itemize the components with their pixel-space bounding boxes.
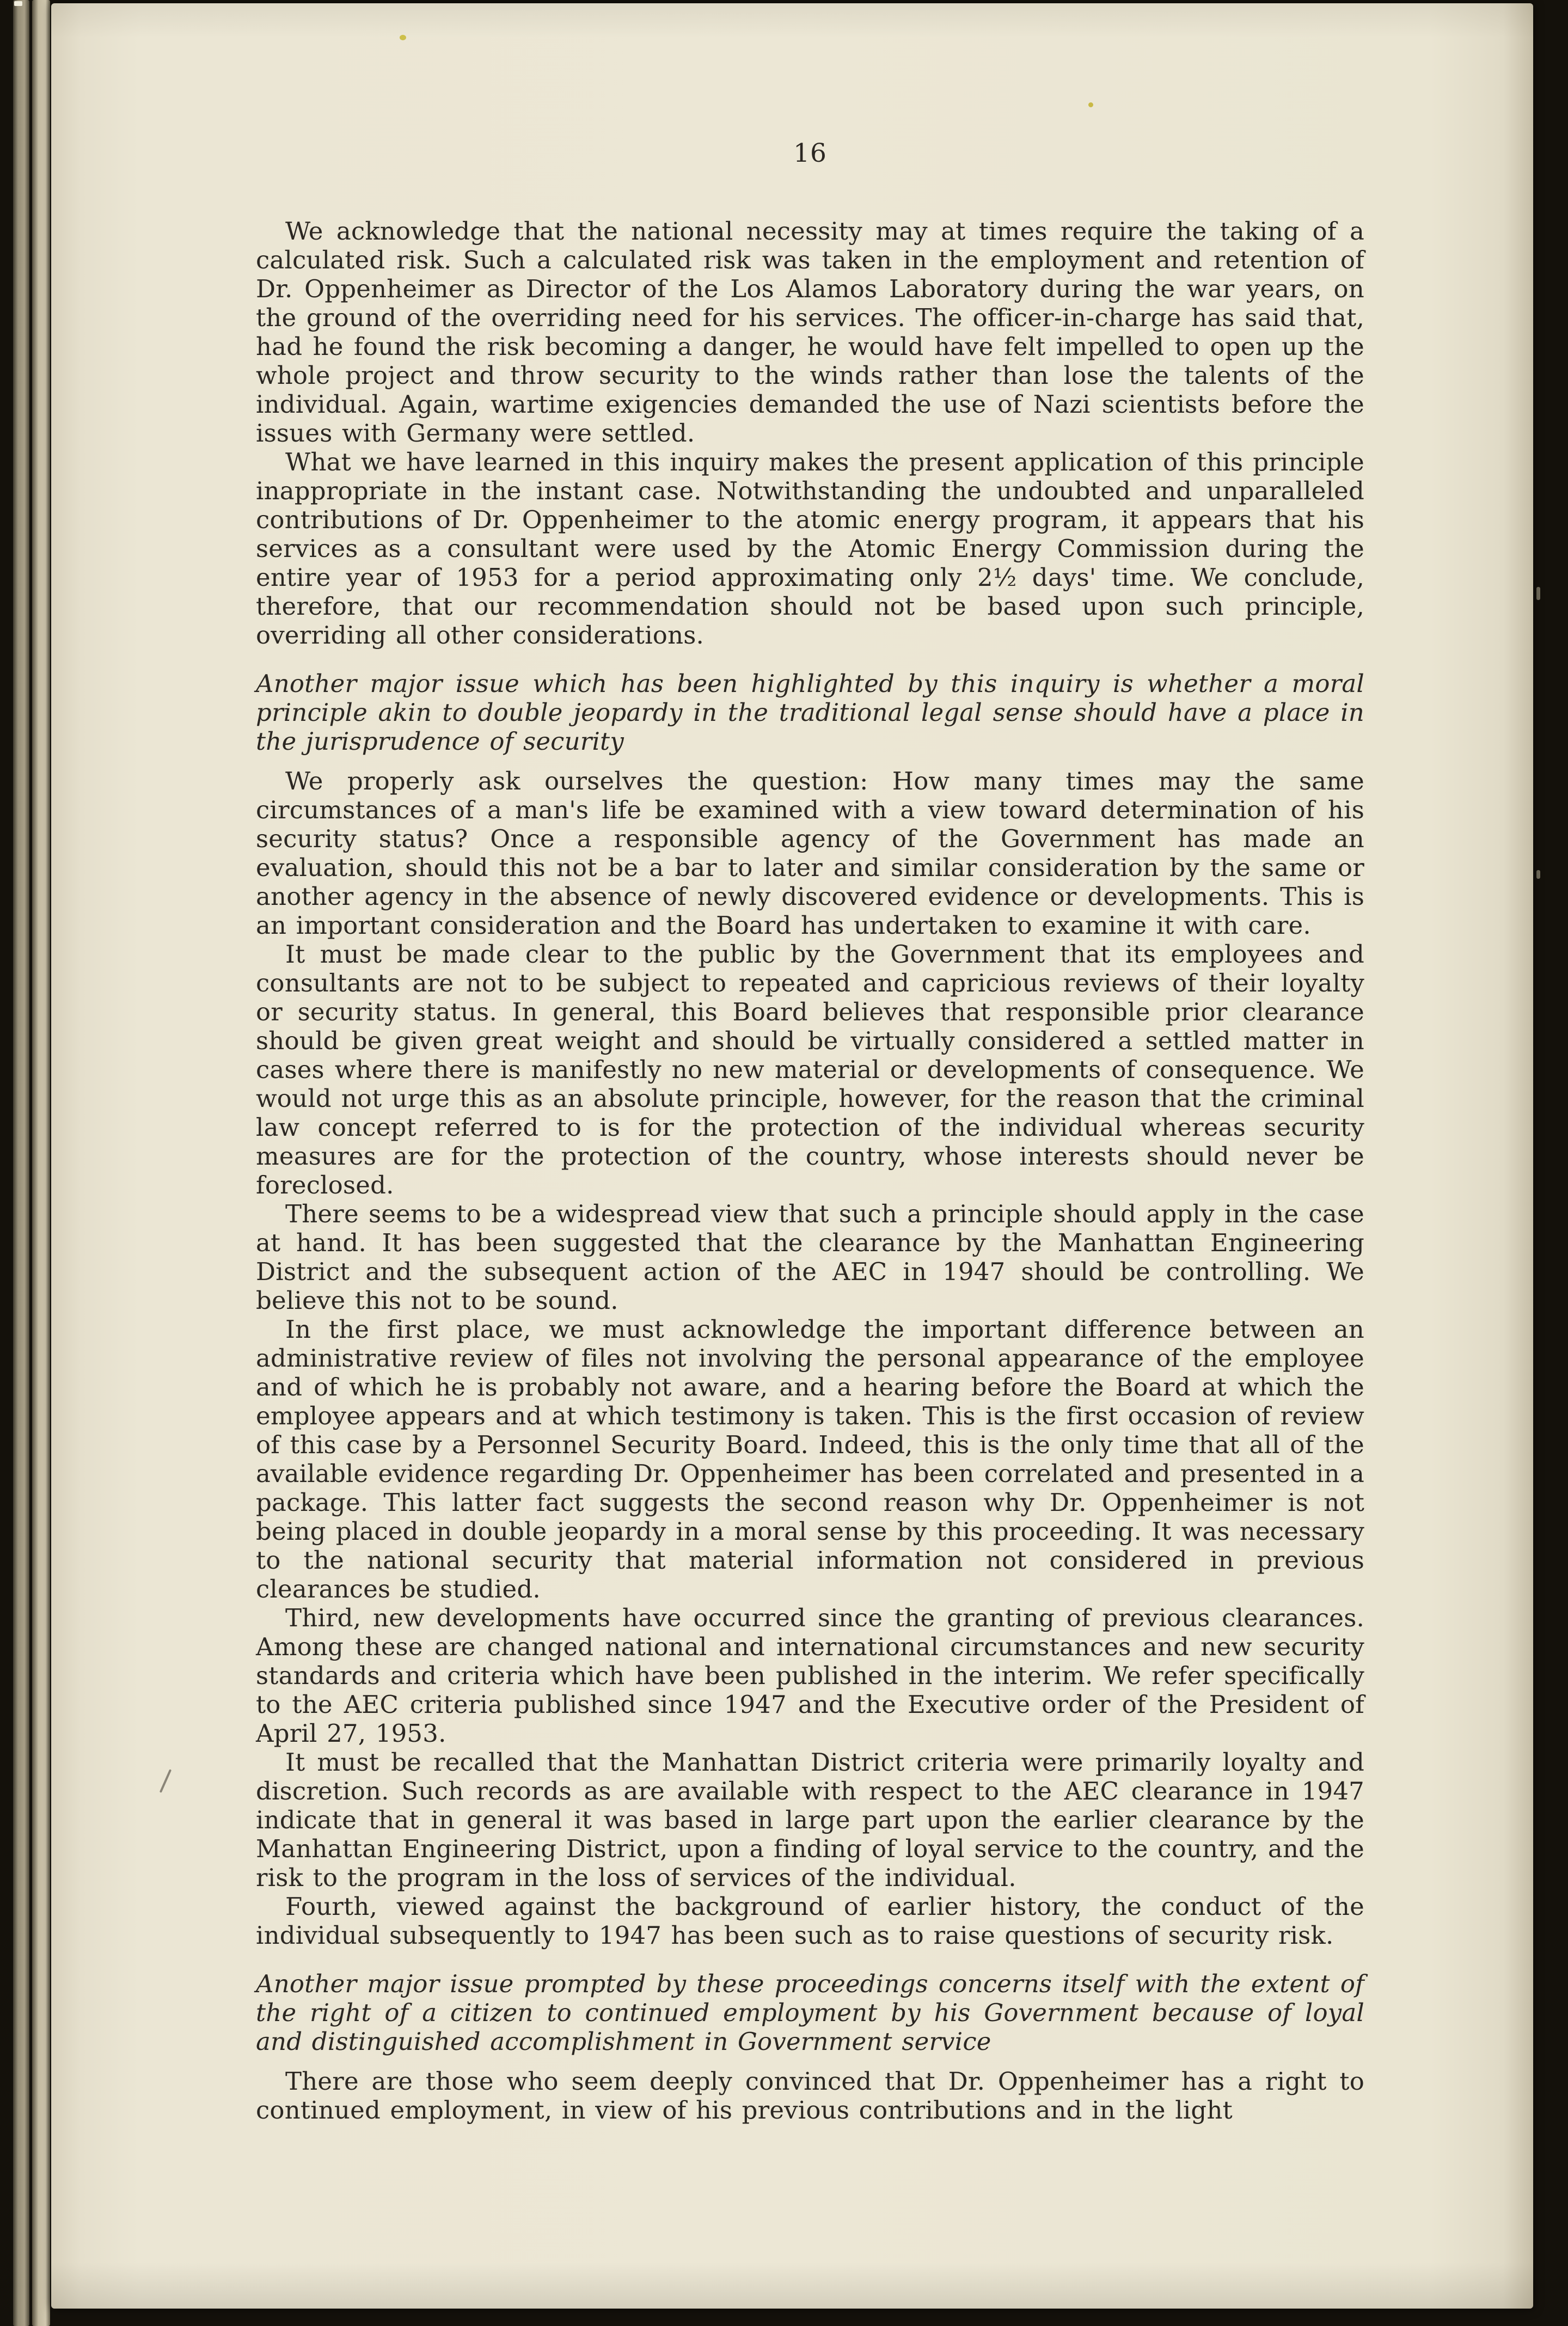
paragraph: There seems to be a widespread view that such a principle should apply in the case at hand. It has been suggested that the clearance by the Manhattan Engineering District and the subsequent action of the AEC in 1947 should be controlling. We believe this not to be sound. xyxy=(256,1199,1364,1315)
document-page xyxy=(51,3,1533,2309)
page-content xyxy=(256,217,1364,2125)
page-edge-strip xyxy=(32,0,50,2326)
page-edge-strip xyxy=(13,0,29,2326)
section-heading: Another major issue which has been highlighted by this inquiry is whether a moral principle akin to double jeopardy in the traditional legal sense should have a place in the jurisprudence of security xyxy=(256,669,1364,756)
paragraph: We acknowledge that the national necessity may at times require the taking of a calculated risk. Such a calculated risk was taken in the employment and retention of Dr. Oppenheimer as Director of the Los Alamos Laboratory during the war years, on the ground of the overriding need for his services. The officer-in-charge has said that, had he found the risk becoming a danger, he would have felt impelled to open up the whole project and throw security to the winds rather than lose the talents of the individual. Again, wartime exigencies demanded the use of Nazi scientists before the issues with Germany were settled. xyxy=(256,217,1364,448)
paragraph: Third, new developments have occurred since the granting of previous clearances. Among these are changed national and international circumstances and new security standards and criteria which have been published in the interim. We refer specifically to the AEC criteria published since 1947 and the Executive order of the President of April 27, 1953. xyxy=(256,1603,1364,1748)
pencil-mark xyxy=(160,1769,171,1793)
paragraph: There are those who seem deeply convinced that Dr. Oppenheimer has a right to continued employment, in view of his previous contributions and in the light xyxy=(256,2067,1364,2125)
paragraph: It must be made clear to the public by the Government that its employees and consultants are not to be subject to repeated and capricious reviews of their loyalty or security status. In general, this Board believes that responsible prior clearance should be given great weight and should be virtually considered a settled matter in cases where there is manifestly no new material or developments of consequence. We would not urge this as an absolute principle, however, for the reason that the criminal law concept referred to is for the protection of the individual whereas security measures are for the protection of the country, whose interests should never be foreclosed. xyxy=(256,940,1364,1199)
scan-speck xyxy=(1088,102,1093,107)
scan-speck xyxy=(14,1,22,6)
scan-speck xyxy=(400,35,406,40)
paragraph: Fourth, viewed against the background of earlier history, the conduct of the individual subsequently to 1947 has been such as to raise questions of security risk. xyxy=(256,1892,1364,1950)
paragraph: It must be recalled that the Manhattan District criteria were primarily loyalty and discretion. Such records as are available with respect to the AEC clearance in 1947 indicate that in general it was based in large part upon the earlier clearance by the Manhattan Engineering District, upon a finding of loyal service to the country, and the risk to the program in the loss of services of the individual. xyxy=(256,1748,1364,1892)
section-heading: Another major issue prompted by these proceedings concerns itself with the extent of the right of a citizen to continued employment by his Government because of loyal and distinguished accomplishment in Government service xyxy=(256,1969,1364,2056)
paragraph: We properly ask ourselves the question: How many times may the same circumstances of a man's life be examined with a view toward determination of his security status? Once a responsible agency of the Government has made an evaluation, should this not be a bar to later and similar consideration by the same or another agency in the absence of newly discovered evidence or developments. This is an important consideration and the Board has undertaken to examine it with care. xyxy=(256,767,1364,940)
page-number: 16 xyxy=(793,138,827,168)
page-edge-glint xyxy=(1536,587,1540,600)
paragraph: What we have learned in this inquiry makes the present application of this principle inappropriate in the instant case. Notwithstanding the undoubted and unparalleled contributions of Dr. Oppenheimer to the atomic energy program, it appears that his services as a consultant were used by the Atomic Energy Commission during the entire year of 1953 for a period approximating only 2½ days' time. We conclude, therefore, that our recommendation should not be based upon such principle, overriding all other considerations. xyxy=(256,448,1364,650)
page-edge-glint xyxy=(1536,870,1540,879)
paragraph: In the first place, we must acknowledge the important difference between an administrative review of files not involving the personal appearance of the employee and of which he is probably not aware, and a hearing before the Board at which the employee appears and at which testimony is taken. This is the first occasion of review of this case by a Personnel Security Board. Indeed, this is the only time that all of the available evidence regarding Dr. Oppenheimer has been correlated and presented in a package. This latter fact suggests the second reason why Dr. Oppenheimer is not being placed in double jeopardy in a moral sense by this proceeding. It was necessary to the national security that material information not considered in previous clearances be studied. xyxy=(256,1315,1364,1603)
